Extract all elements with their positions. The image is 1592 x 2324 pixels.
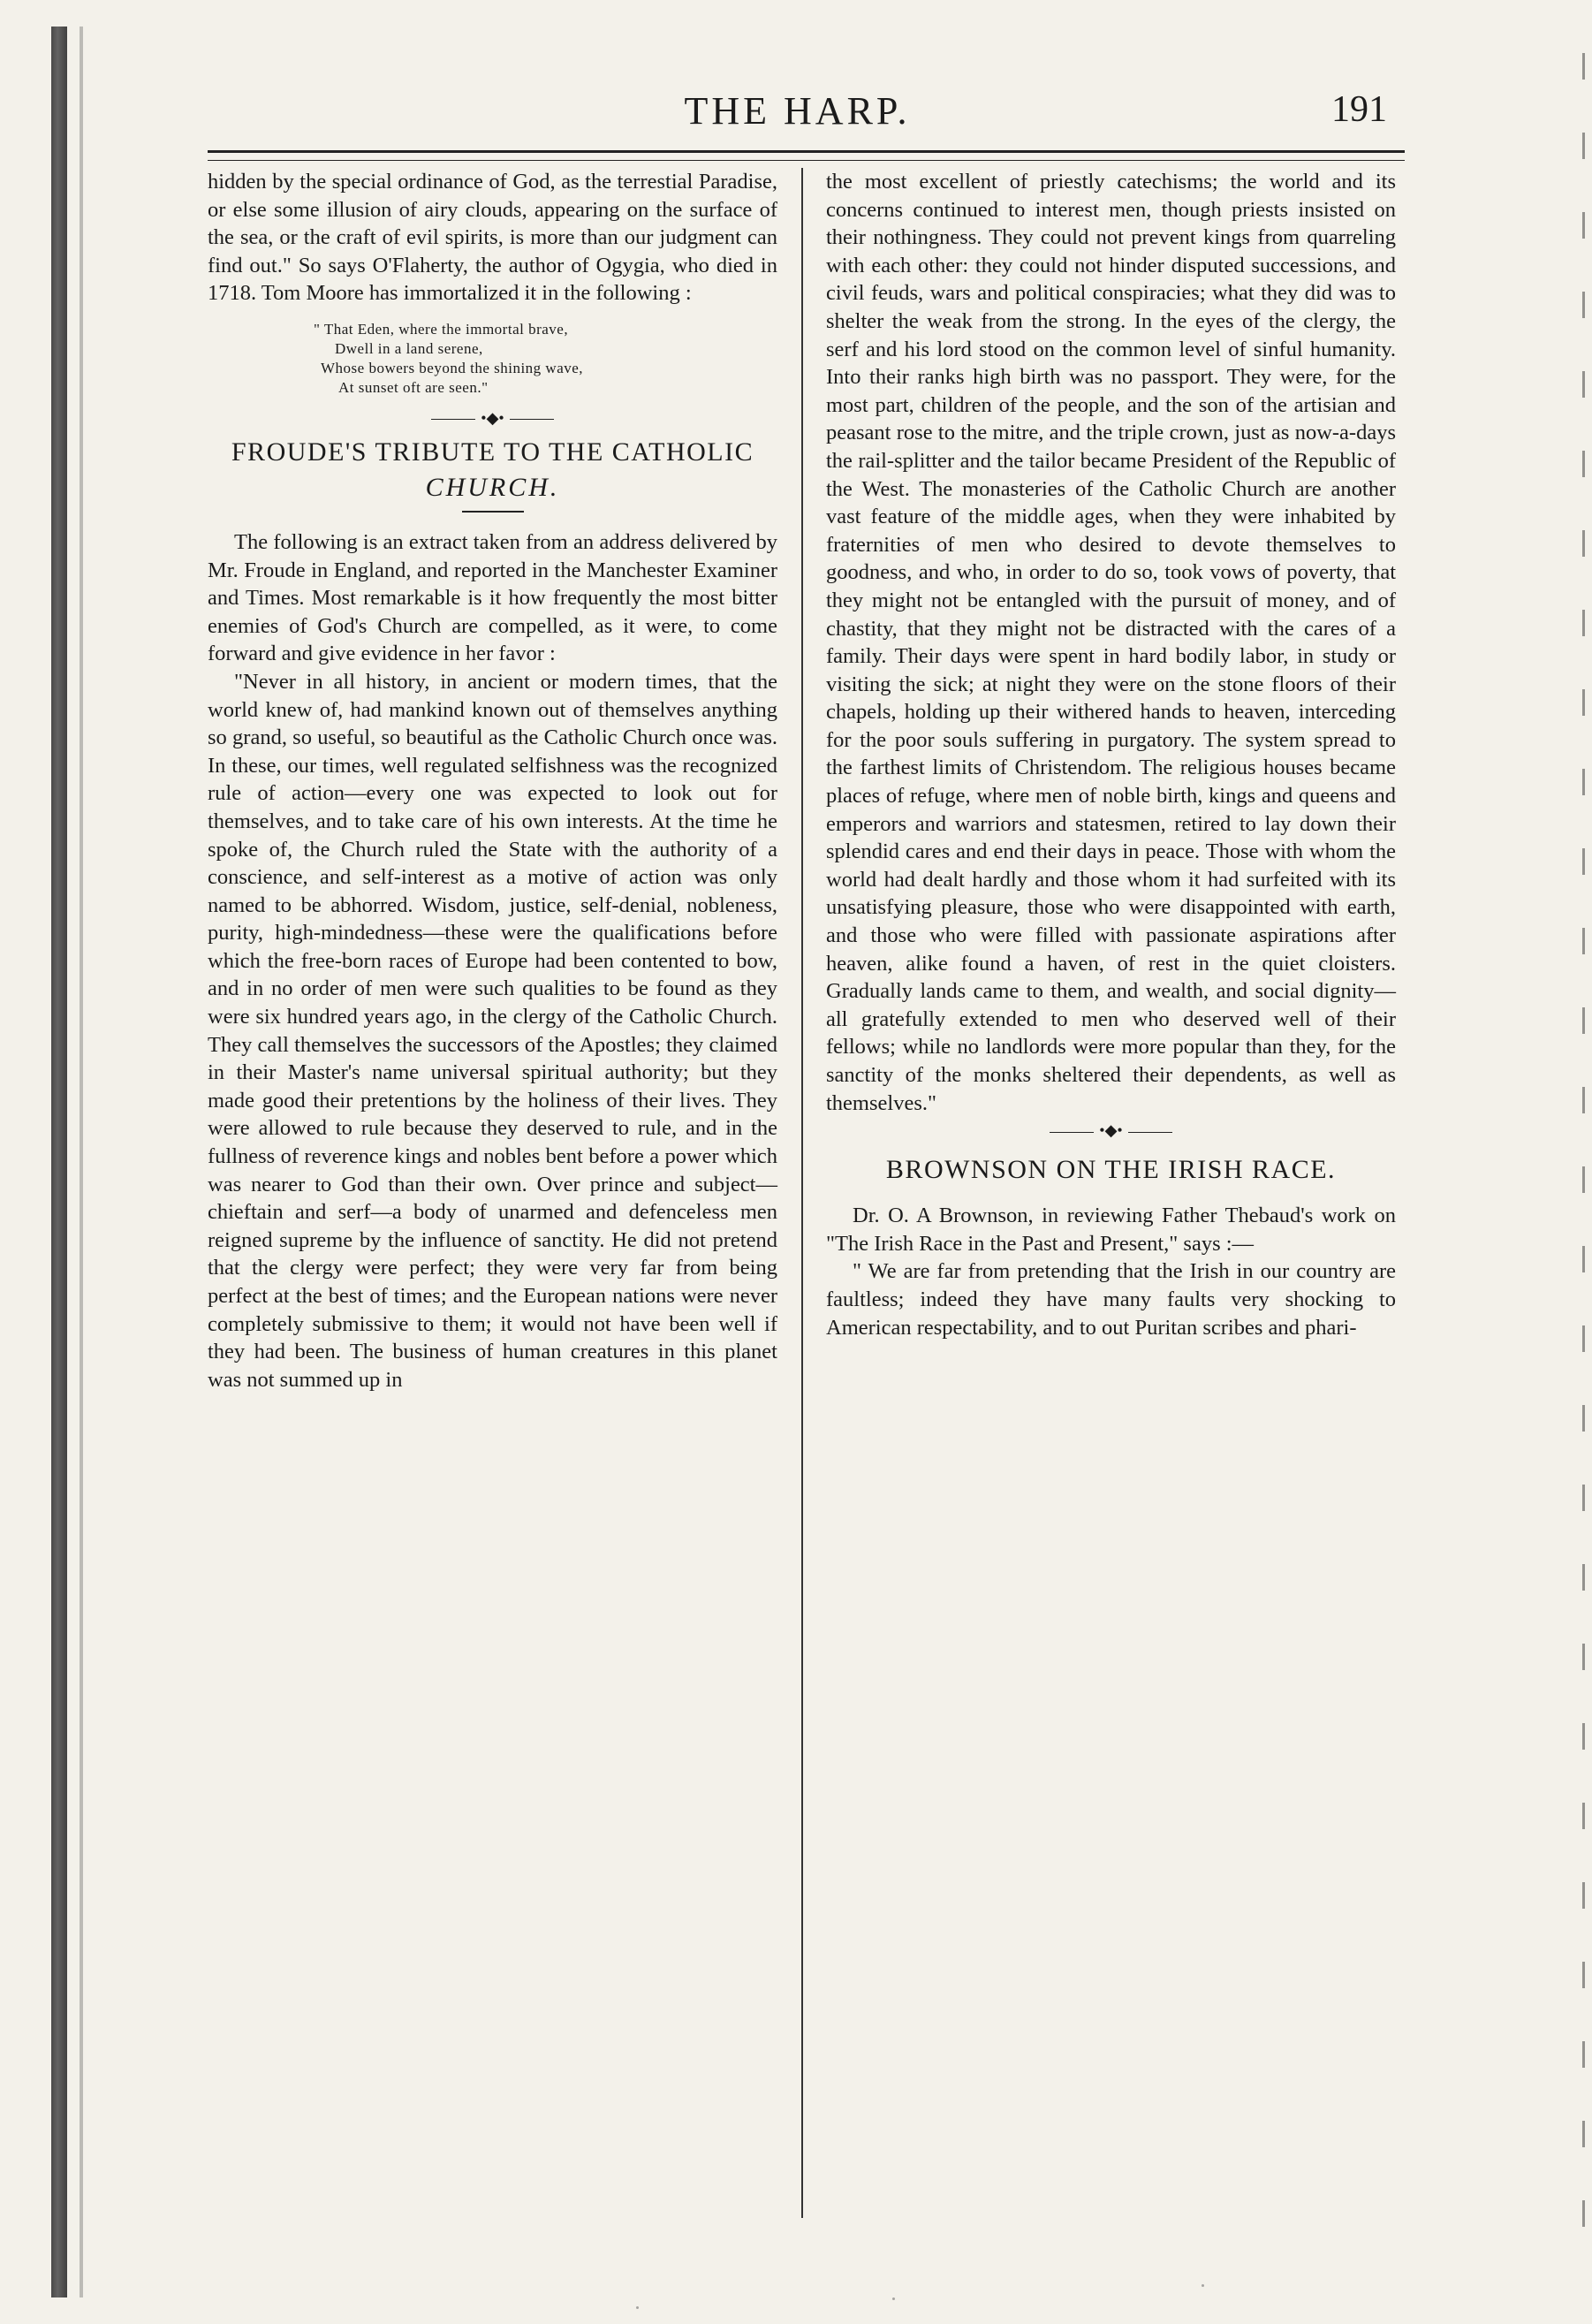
newspaper-page	[190, 80, 1405, 2236]
froude-heading	[208, 435, 777, 505]
froude-quote-continued: the most excellent of priestly catechisms; the world and its concerns continued to interest men, though priests insisted on their nothingness. They could not prevent kings from quarreling with each other: they could not hinder disputed successions, and civil feuds, wars and political conspiracies; what they did was to shelter the weak from the strong. In the eyes of the clergy, the serf and his lord stood on the common level of sinful humanity. Into their ranks high birth was no passport. They were, for the most part, children of the people, and the son of the artisian and peasant rose to the mitre, and the triple crown, just as now-a-days the rail-splitter and the tailor became President of the Republic of the West. The monasteries of the Catholic Church are another vast feature of the middle ages, when they were inhabited by fraternities of men who desired to devote themselves to goodness, and who, in order to do so, took vows of poverty, that they might not be entangled with the pursuit of money, and of chastity, that they might not be distracted with the cares of a family. Their days were spent in hard bodily labor, in study or visiting the sick; at night they were on the stone floors of their chapels, holding up their withered hands to heaven, interceding for the poor souls suffering in purgatory. The system spread to the farthest limits of Christendom. The religious houses became places of refuge, where men of noble birth, kings and queens and emperors and warriors and statesmen, retired to lay down their splendid cares and end their days in peace. Those with whom the world had dealt hardly and those whom it had surfeited with its unsatisfying pleasure, those who were disappointed with earth, and those who were filled with passionate aspirations after heaven, alike found a haven, of rest in the quiet cloisters. Gradually lands came to them, and wealth, and social dignity—all gratefully extended to men who deserved well of their fellows; while no landlords were more popular than they, for the sanctity of the monks sheltered their dependents, as well as themselves."	[826, 170, 1396, 1115]
print-speck	[1202, 2284, 1204, 2287]
header-rule	[208, 150, 1405, 161]
brownson-heading: BROWNSON ON THE IRISH RACE.	[885, 1155, 1337, 1185]
poem-line: Whose bowers beyond the shining wave,	[321, 359, 584, 376]
left-column	[208, 168, 777, 2218]
page-binding-edge	[80, 27, 83, 2297]
right-column	[826, 168, 1396, 2218]
print-speck	[892, 2297, 895, 2300]
text-columns	[208, 168, 1405, 2218]
page-right-edge	[1582, 53, 1585, 2262]
section-ornament: •◆•	[208, 410, 777, 426]
page-header	[190, 88, 1405, 141]
brownson-intro-paragraph: Dr. O. A Brownson, in reviewing Father Thebaud's work on "The Irish Race in the Past and Present," says :—	[826, 1204, 1396, 1256]
print-speck	[636, 2306, 639, 2309]
froude-intro-paragraph: The following is an extract taken from an address delivered by Mr. Froude in England, and reported in the Manchester Examiner and Times. Most remarkable is it how frequently the most bitter enemies of God's Church are compelled, as it were, to come forward and give evidence in her favor :	[208, 529, 777, 666]
heading-rule	[462, 511, 524, 513]
brownson-quote-paragraph: " We are far from pretending that the Irish in our country are faultless; indeed they have many faults very shocking to American respectability, and to out Puritan scribes and phari-	[826, 1259, 1396, 1340]
froude-heading-line1: FROUDE'S TRIBUTE TO THE CATHOLIC	[231, 437, 754, 467]
running-title: THE HARP.	[684, 89, 911, 133]
froude-heading-line2: CHURCH.	[425, 472, 560, 502]
left-intro-paragraph: hidden by the special ordinance of God, as the terrestial Paradise, or else some illusion of airy clouds, appearing on the surface of the sea, or the craft of evil spirits, is more than our judgment can find out." So says O'Flaherty, the author of Ogygia, who died in 1718. Tom Moore has immortalized it in the following :	[208, 170, 777, 306]
section-ornament: •◆•	[826, 1122, 1396, 1138]
column-divider	[801, 168, 803, 2218]
poem-line: Dwell in a land serene,	[335, 339, 483, 357]
poem-quote	[314, 320, 777, 398]
poem-line: At sunset oft are seen."	[338, 378, 489, 396]
froude-quote-paragraph: "Never in all history, in ancient or modern times, that the world knew of, had mankind known out of themselves anything so grand, so useful, so beautiful as the Catholic Church once was. In these, our times, well regulated selfishness was the recognized rule of action—every one was expected to look out for themselves, and to take care of his own interests. At the time he spoke of, the Church ruled the State with the authority of a conscience, and self-interest as a motive of action was only named to be abhorred. Wisdom, justice, self-denial, nobleness, purity, high-mindedness—these were the qualifications before which the free-born races of Europe had been contented to bow, and in no order of men were such qualities to be found as they were six hundred years ago, in the clergy of the Catholic Church. They call themselves the successors of the Apostles; they claimed in their Master's name universal spiritual authority; but they made good their pretentions by the holiness of their lives. They were allowed to rule because they deserved to rule, and in the fullness of reverence kings and nobles bent before a power which was nearer to God than their own. Over prince and subject—chieftain and serf—a body of unarmed and defenceless men reigned supreme by the influence of sanctity. He did not pretend that the clergy were perfect; they were very far from being perfect at the best of times; and the European nations were never completely submissive to them; it would not have been well if they had been. The business of human creatures in this planet was not summed up in	[208, 669, 777, 1392]
page-binding-shadow	[51, 27, 67, 2297]
poem-line: " That Eden, where the immortal brave,	[314, 320, 569, 338]
page-number: 191	[1331, 89, 1387, 130]
